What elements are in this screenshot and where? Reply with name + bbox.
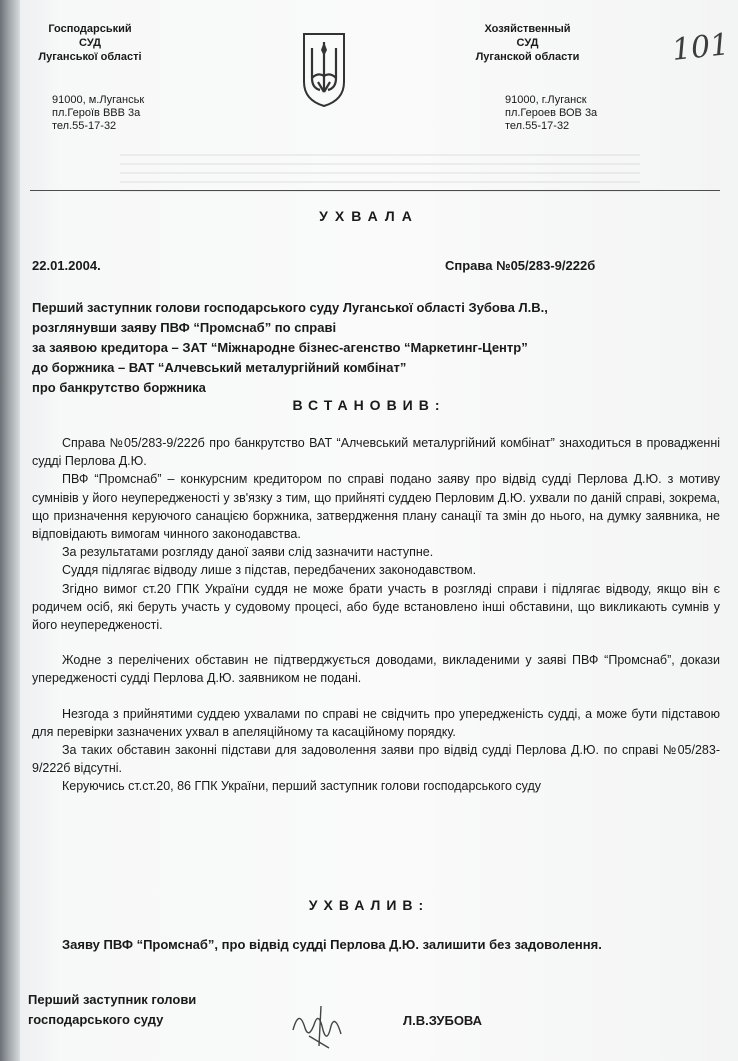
court-header-russian: [465, 22, 590, 64]
court-header-line: СУД: [516, 37, 539, 49]
trident-emblem-icon: [298, 30, 350, 108]
body-paragraph: Згідно вимог ст.20 ГПК України суддя не може брати участь в розгляді справи і підлягає відводу, якщо він є родичем осіб, які беруть участь у судовому процесі, або буде встановлено інші обставини, що викликають сумнів у його неупередженості.: [32, 581, 720, 633]
body-paragraph: Керуючись ст.ст.20, 86 ГПК України, перший заступник голови господарського суду: [62, 779, 542, 794]
court-header-line: Хозяйственный: [484, 23, 571, 35]
body-text: [32, 434, 720, 796]
signatory-name: Л.В.ЗУБОВА: [403, 1013, 483, 1028]
signatory-position: [28, 990, 196, 1030]
court-header-line: Господарський: [48, 23, 132, 35]
intro-line: про банкрутство боржника: [32, 380, 206, 395]
body-paragraph: За результатами розгляду даної заяви слід зазначити наступне.: [62, 545, 434, 560]
court-header-line: Луганской области: [475, 51, 580, 63]
section-title-established: ВСТАНОВИВ:: [292, 397, 446, 413]
court-header-line: Луганської області: [38, 51, 142, 63]
body-paragraph: Суддя підлягає відводу лише з підстав, передбачених законодавством.: [62, 563, 477, 578]
intro-line: Перший заступник голови господарського суду Луганської області Зубова Л.В.,: [32, 300, 548, 315]
address-line: 91000, м.Луганськ: [52, 94, 145, 106]
intro-line: розглянувши заяву ПВФ “Промснаб” по справі: [32, 320, 337, 335]
bleed-through-text: [120, 152, 640, 192]
body-paragraph: Справа №05/283-9/222б про банкрутство ВАТ “Алчевський металургійний комбінат” знаходиться в провадженні судді Перлова Д.Ю.: [32, 436, 720, 469]
decision-text: Заяву ПВФ “Промснаб”, про відвід судді Перлова Д.Ю. залишити без задоволення.: [62, 937, 602, 952]
signatory-line: Перший заступник голови: [28, 992, 197, 1007]
address-line: тел.55-17-32: [52, 120, 117, 132]
document-title: УХВАЛА: [319, 208, 419, 224]
handwritten-signature-icon: [285, 1000, 350, 1050]
address-line: 91000, г.Луганск: [505, 94, 587, 106]
court-address-ukrainian: [52, 94, 144, 133]
signatory-line: господарського суду: [28, 1012, 164, 1027]
section-title-decided: УХВАЛИВ:: [308, 897, 430, 913]
court-header-line: СУД: [79, 37, 101, 49]
intro-line: до боржника – ВАТ “Алчевський металургійний комбінат”: [32, 360, 407, 375]
header-divider: [30, 190, 720, 191]
case-number: Справа №05/283-9/222б: [445, 258, 596, 273]
document-date: 22.01.2004.: [32, 258, 101, 273]
address-line: пл.Героїв ВВВ 3а: [52, 107, 141, 119]
body-paragraph: ПВФ “Промснаб” – конкурсним кредитором по справі подано заяву про відвід судді Перлова Д.Ю. з мотиву сумнівів у його неупередженості у зв'язку з тим, що прийняті суддею Перловим Д.Ю. ухвали по даній справі, зокрема, що призначення керуючого санацією боржника, затвердження плану санації та змін до нього, на думку заявника, не відповідають вимогам чинного законодавства.: [32, 472, 720, 542]
court-address-russian: [505, 94, 597, 133]
body-paragraph: Незгода з прийнятими суддею ухвалами по справі не свідчить про упередженість судді, а може бути підставою для перевірки зазначених ухвал в апеляційному та касаційному порядку.: [32, 706, 720, 739]
address-line: тел.55-17-32: [505, 120, 570, 132]
handwritten-archive-number: 101: [670, 27, 731, 68]
address-line: пл.Героев ВОВ 3а: [505, 107, 598, 119]
body-paragraph: Жодне з перелічених обставин не підтверджується доводами, викладеними у заяві ПВФ “Промснаб”, докази упередженості судді Перлова Д.Ю. заявником не подані.: [32, 653, 720, 686]
court-header-ukrainian: [30, 22, 150, 64]
body-paragraph: За таких обставин законні підстави для задоволення заяви про відвід судді Перлова Д.Ю. по справі №05/283-9/222б відсутні.: [32, 743, 720, 776]
intro-line: за заявою кредитора – ЗАТ “Міжнародне бізнес-агенство “Маркетинг-Центр”: [32, 340, 528, 355]
intro-block: [32, 298, 712, 398]
